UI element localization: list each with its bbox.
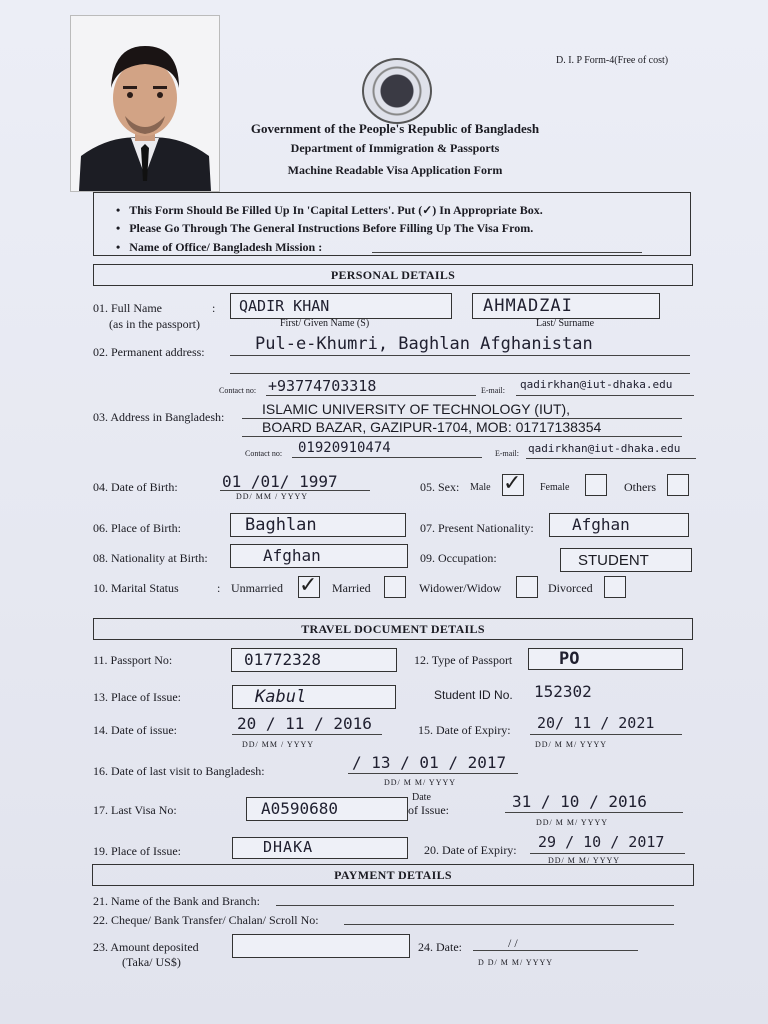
female-checkbox[interactable] xyxy=(585,474,607,496)
male-checkbox[interactable] xyxy=(502,471,524,496)
instruction-1: This Form Should Be Filled Up In 'Capital Letters'. Put (✓) In Appropriate Box. xyxy=(129,203,543,217)
passport-type-field[interactable] xyxy=(528,648,683,670)
unmarried-label: Unmarried xyxy=(231,581,283,595)
passport-no-field[interactable] xyxy=(231,648,397,672)
passport-no-label: 11. Passport No: xyxy=(93,653,173,667)
form-title: Machine Readable Visa Application Form xyxy=(287,163,503,177)
bd-address-label: 03. Address in Bangladesh: xyxy=(93,410,225,424)
first-name-field[interactable] xyxy=(230,293,452,319)
last-visa-label: 17. Last Visa No: xyxy=(93,803,177,817)
marital-status-label: 10. Marital Status xyxy=(93,581,179,595)
dob-value: 01 /01/ 1997 xyxy=(222,472,338,491)
student-id-label: Student ID No. xyxy=(434,688,513,702)
form-code: D. I. P Form-4(Free of cost) xyxy=(556,55,669,66)
last-visa-field[interactable] xyxy=(246,797,408,821)
place-of-issue-2-label: 19. Place of Issue: xyxy=(93,844,181,858)
permanent-address-line-2[interactable] xyxy=(230,373,690,374)
nationality-birth-value: Afghan xyxy=(263,546,321,565)
male-check-mark: ✓ xyxy=(503,471,522,496)
bd-address-underline-2[interactable] xyxy=(242,436,682,437)
date-of-expiry-2-caption: DD/ M M/ YYYY xyxy=(548,856,621,865)
married-checkbox[interactable] xyxy=(384,576,406,598)
last-name-value: AHMADZAI xyxy=(483,296,573,316)
male-label: Male xyxy=(470,482,491,493)
date-of-issue-label: 14. Date of issue: xyxy=(93,723,177,737)
pob-value: Baghlan xyxy=(245,515,317,535)
email-line-2[interactable] xyxy=(526,458,696,459)
place-of-issue-2-field[interactable] xyxy=(232,837,408,859)
first-name-caption: First/ Given Name (S) xyxy=(280,318,370,329)
full-name-colon: : xyxy=(212,301,216,315)
contact-label-2: Contact no: xyxy=(245,449,283,458)
amount-field[interactable] xyxy=(232,934,410,958)
student-id-value: 152302 xyxy=(534,682,592,701)
dob-label: 04. Date of Birth: xyxy=(93,480,178,494)
pob-label: 06. Place of Birth: xyxy=(93,521,181,535)
payment-date-slashes: / / xyxy=(508,936,518,950)
widow-label: Widower/Widow xyxy=(419,581,502,595)
bank-line[interactable] xyxy=(276,905,674,906)
last-visit-caption: DD/ M M/ YYYY xyxy=(384,778,457,787)
date-of-expiry-value: 20/ 11 / 2021 xyxy=(537,714,655,732)
payment-details-header: PAYMENT DETAILS xyxy=(92,864,694,886)
payment-date-label: 24. Date: xyxy=(418,940,462,954)
date-of-expiry-label: 15. Date of Expiry: xyxy=(418,723,511,737)
contact-value-1: +93774703318 xyxy=(268,377,377,395)
visa-issue-date-line[interactable] xyxy=(505,812,683,813)
date-of-issue-value: 20 / 11 / 2016 xyxy=(237,714,372,733)
date-of-expiry-line[interactable] xyxy=(530,734,682,735)
email-line-1[interactable] xyxy=(516,395,694,396)
department-title: Department of Immigration & Passports xyxy=(290,141,500,155)
office-mission-label: Name of Office/ Bangladesh Mission : xyxy=(129,240,323,254)
first-name-value: QADIR KHAN xyxy=(239,297,330,315)
date-of-expiry-caption: DD/ M M/ YYYY xyxy=(535,740,608,749)
instructions-box: • This Form Should Be Filled Up In 'Capital Letters'. Put (✓) In Appropriate Box. • Please Go Through The General Instructions Before Filling Up The Visa From. • Name of Office/ Bangladesh Mission : xyxy=(93,192,691,256)
passport-type-value: PO xyxy=(559,649,580,669)
unmarried-checkbox[interactable] xyxy=(298,573,320,598)
married-label: Married xyxy=(332,581,371,595)
marital-colon: : xyxy=(217,581,221,595)
travel-details-header: TRAVEL DOCUMENT DETAILS xyxy=(93,618,693,640)
full-name-label: 01. Full Name xyxy=(93,301,162,315)
bd-address-line-1: ISLAMIC UNIVERSITY OF TECHNOLOGY (IUT), xyxy=(262,401,571,417)
others-label: Others xyxy=(624,480,656,494)
widow-checkbox[interactable] xyxy=(516,576,538,598)
visa-date-label-top: Date xyxy=(412,792,431,803)
place-of-issue-value: Kabul xyxy=(255,687,307,707)
email-value-2: qadirkhan@iut-dhaka.edu xyxy=(528,442,681,455)
permanent-address-label: 02. Permanent address: xyxy=(93,345,205,359)
place-of-issue-2-value: DHAKA xyxy=(263,838,314,856)
visa-date-label-bottom: of Issue: xyxy=(408,803,449,817)
nationality-value: Afghan xyxy=(572,515,630,534)
divorced-label: Divorced xyxy=(548,581,593,595)
dob-caption: DD/ MM / YYYY xyxy=(236,492,309,501)
dob-line[interactable] xyxy=(220,490,370,491)
payment-date-line[interactable] xyxy=(473,950,638,951)
occupation-field[interactable] xyxy=(560,548,692,572)
place-of-issue-label: 13. Place of Issue: xyxy=(93,690,181,704)
amount-label: 23. Amount deposited xyxy=(93,940,199,954)
nationality-label: 07. Present Nationality: xyxy=(420,521,534,535)
instruction-2: Please Go Through The General Instructions Before Filling Up The Visa From. xyxy=(129,221,534,235)
date-of-issue-line[interactable] xyxy=(232,734,382,735)
last-name-field[interactable] xyxy=(472,293,660,319)
full-name-sub: (as in the passport) xyxy=(109,317,200,331)
emblem-seal-icon xyxy=(362,58,432,124)
sex-label: 05. Sex: xyxy=(420,480,460,494)
bd-address-line-2: BOARD BAZAR, GAZIPUR-1704, MOB: 01717138354 xyxy=(262,419,602,435)
place-of-issue-field[interactable] xyxy=(232,685,396,709)
passport-type-label: 12. Type of Passport xyxy=(414,653,513,667)
divorced-checkbox[interactable] xyxy=(604,576,626,598)
date-of-expiry-2-line[interactable] xyxy=(530,853,685,854)
occupation-label: 09. Occupation: xyxy=(420,551,497,565)
passport-no-value: 01772328 xyxy=(244,650,322,669)
email-value-1: qadirkhan@iut-dhaka.edu xyxy=(520,378,673,391)
contact-line-2[interactable] xyxy=(292,457,482,458)
last-visit-value: / 13 / 01 / 2017 xyxy=(352,753,507,772)
email-label-1: E-mail: xyxy=(481,386,505,395)
bd-address-underline-1[interactable] xyxy=(242,418,682,419)
date-of-expiry-2-label: 20. Date of Expiry: xyxy=(424,843,517,857)
others-checkbox[interactable] xyxy=(667,474,689,496)
female-label: Female xyxy=(540,482,570,493)
bank-label: 21. Name of the Bank and Branch: xyxy=(93,894,260,908)
government-title: Government of the People's Republic of Bangladesh xyxy=(250,121,540,136)
office-mission-line[interactable] xyxy=(372,252,642,253)
nationality-birth-field[interactable] xyxy=(230,544,408,568)
visa-issue-date-value: 31 / 10 / 2016 xyxy=(512,792,647,811)
cheque-line[interactable] xyxy=(344,924,674,925)
visa-issue-date-caption: DD/ M M/ YYYY xyxy=(536,818,609,827)
permanent-address-value: Pul-e-Khumri, Baghlan Afghanistan xyxy=(255,334,593,354)
last-visa-value: A0590680 xyxy=(261,799,339,818)
cheque-label: 22. Cheque/ Bank Transfer/ Chalan/ Scroll No: xyxy=(93,913,319,927)
email-label-2: E-mail: xyxy=(495,449,519,458)
contact-label-1: Contact no: xyxy=(219,386,257,395)
nationality-birth-label: 08. Nationality at Birth: xyxy=(93,551,208,565)
contact-line-1[interactable] xyxy=(266,395,476,396)
last-visit-line[interactable] xyxy=(348,773,518,774)
personal-details-header: PERSONAL DETAILS xyxy=(93,264,693,286)
contact-value-2: 01920910474 xyxy=(298,440,391,456)
occupation-value: STUDENT xyxy=(578,552,649,569)
amount-sub-label: (Taka/ US$) xyxy=(122,955,181,969)
date-of-expiry-2-value: 29 / 10 / 2017 xyxy=(538,833,665,851)
nationality-field[interactable] xyxy=(549,513,689,537)
unmarried-check-mark: ✓ xyxy=(299,573,318,598)
date-of-issue-caption: DD/ MM / YYYY xyxy=(242,740,315,749)
permanent-address-line-1[interactable] xyxy=(230,355,690,356)
last-visit-label: 16. Date of last visit to Bangladesh: xyxy=(93,764,265,778)
pob-field[interactable] xyxy=(230,513,406,537)
payment-date-caption: D D/ M M/ YYYY xyxy=(478,958,554,967)
last-name-caption: Last/ Surname xyxy=(536,318,595,329)
